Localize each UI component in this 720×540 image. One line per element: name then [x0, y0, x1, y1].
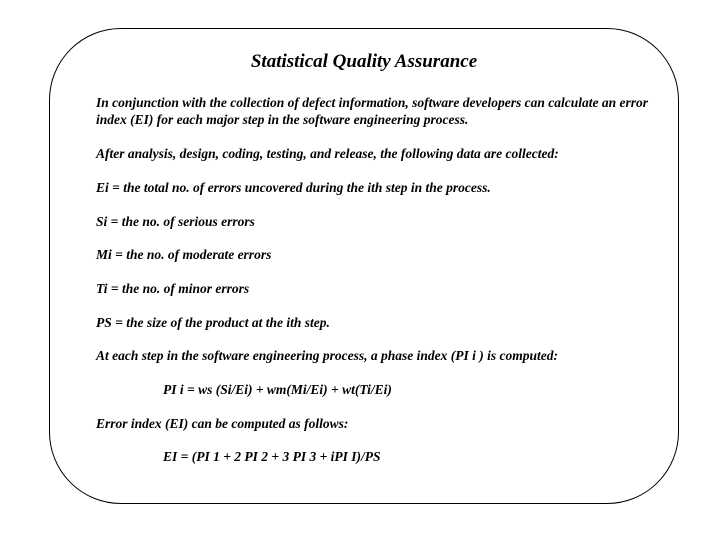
slide-title: Statistical Quality Assurance [250, 51, 478, 72]
paragraph-error-index-intro: Error index (EI) can be computed as follows: [96, 416, 349, 431]
formula-error-index: EI = (PI 1 + 2 PI 2 + 3 PI 3 + iPI I)/PS [163, 449, 381, 464]
definition-mi-moderate-errors: Mi = the no. of moderate errors [96, 247, 272, 262]
paragraph-phase-index-intro: At each step in the software engineering process, a phase index (PI i ) is computed: [96, 348, 558, 363]
definition-ei-total-errors: Ei = the total no. of errors uncovered during the ith step in the process. [96, 180, 491, 195]
definition-si-serious-errors: Si = the no. of serious errors [96, 214, 255, 229]
definition-ti-minor-errors: Ti = the no. of minor errors [96, 281, 250, 296]
paragraph-data-collected: After analysis, design, coding, testing, and release, the following data are collected: [96, 146, 559, 161]
definition-ps-product-size: PS = the size of the product at the ith step. [96, 315, 330, 330]
paragraph-intro-error-index: In conjunction with the collection of defect information, software developers can calculate an error index (EI) for each major step in the software engineering process. [96, 95, 648, 127]
formula-phase-index: PI i = ws (Si/Ei) + wm(Mi/Ei) + wt(Ti/Ei) [163, 382, 392, 397]
